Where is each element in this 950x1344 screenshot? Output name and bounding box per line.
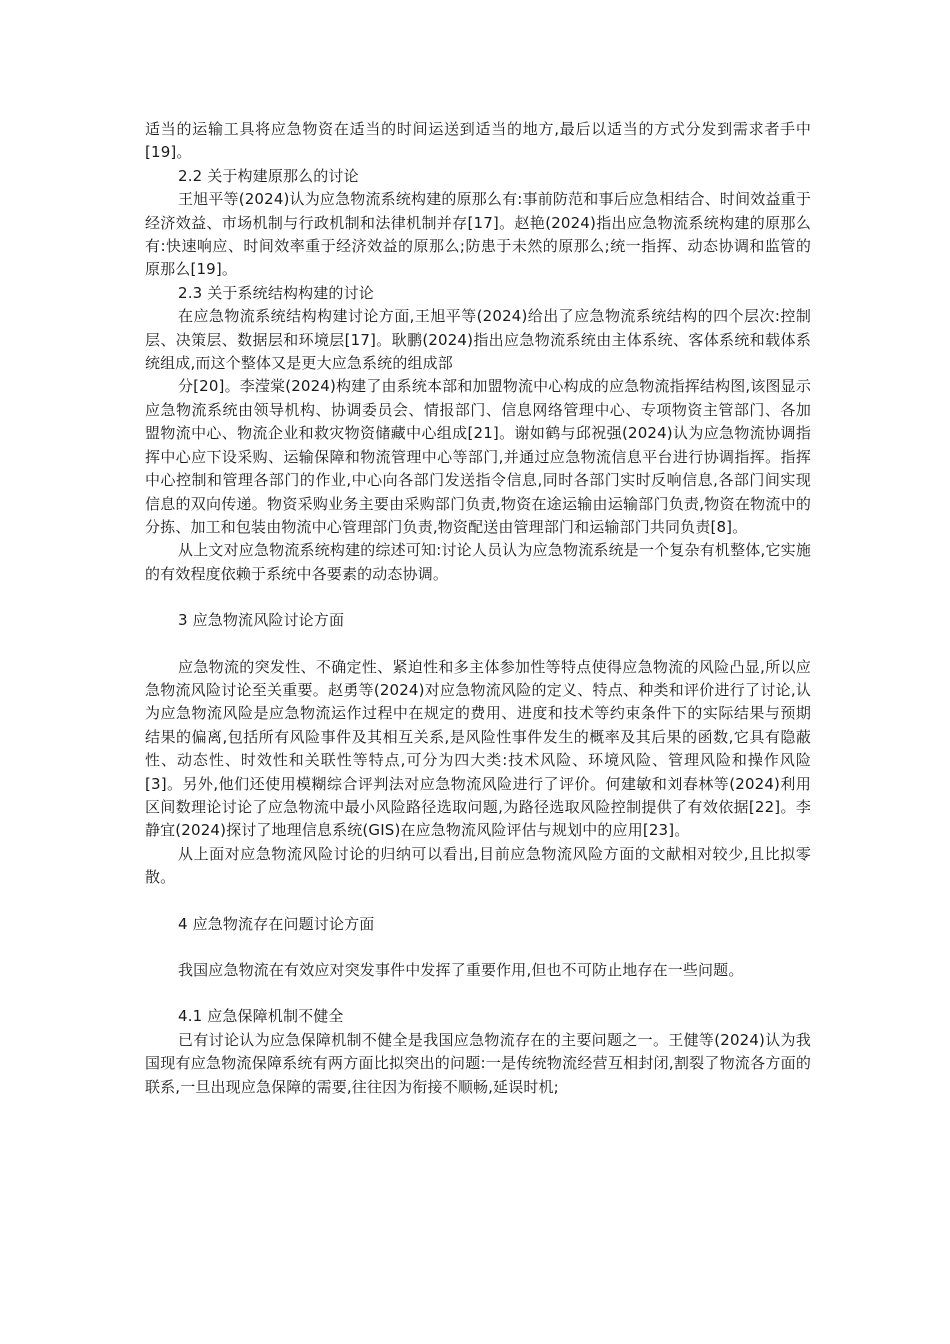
paragraph-risk-research: 应急物流的突发性、不确定性、紧迫性和多主体参加性等特点使得应急物流的风险凸显,所以应急物流风险讨论至关重要。赵勇等(2024)对应急物流风险的定义、特点、种类和评价进行了讨论,认为应急物流风险是应急物流运作过程中在规定的费用、进度和技术等约束条件下的实际结果与预期结果的偏离,包括所有风险事件及其相互关系,是风险性事件发生的概率及其后果的函数,它具有隐蔽性、动态性、时效性和关联性等特点,可分为四大类:技术风险、环境风险、管理风险和操作风险[3]。另外,他们还使用模糊综合评判法对应急物流风险进行了评价。何建敏和刘春林等(2024)利用区间数理论讨论了应急物流中最小风险路径选取问题,为路径选取风险控制提供了有效依据[22]。李静宜(2024)探讨了地理信息系统(GIS)在应急物流风险评估与规划中的应用[23]。 (145, 657, 811, 840)
section-2-3-heading: 2.3 关于系统结构构建的讨论 (178, 283, 374, 302)
paragraph-risk-summary: 从上面对应急物流风险讨论的归纳可以看出,目前应急物流风险方面的文献相对较少,且比拟零散。 (145, 844, 811, 887)
section-2-2-heading: 2.2 关于构建原那么的讨论 (178, 166, 359, 185)
document-page (145, 118, 811, 1099)
section-4-1-heading: 4.1 应急保障机制不健全 (178, 1007, 344, 1026)
paragraph-mechanism-problems: 已有讨论认为应急保障机制不健全是我国应急物流存在的主要问题之一。王健等(2024)认为我国现有应急物流保障系统有两方面比拟突出的问题:一是传统物流经营互相封闭,割裂了物流各方面的联系,一旦出现应急保障的需要,往往因为衔接不顺畅,延误时机; (145, 1030, 811, 1096)
paragraph-construction-principles: 王旭平等(2024)认为应急物流系统构建的原那么有:事前防范和事后应急相结合、时间效益重于经济效益、市场机制与行政机制和法律机制并存[17]。赵艳(2024)指出应急物流系统构建的原那么有:快速响应、时间效率重于经济效益的原那么;防患于未然的原那么;统一指挥、动态协调和监管的原那么[19]。 (145, 190, 811, 279)
section-4-heading: 4 应急物流存在问题讨论方面 (178, 914, 375, 933)
paragraph-problems-intro: 我国应急物流在有效应对突发事件中发挥了重要作用,但也不可防止地存在一些问题。 (178, 961, 744, 979)
paragraph-structure-detail: 分[20]。李滢棠(2024)构建了由系统本部和加盟物流中心构成的应急物流指挥结构图,该图显示应急物流系统由领导机构、协调委员会、情报部门、信息网络管理中心、专项物资主管部门、各加盟物流中心、物流企业和救灾物资储藏中心组成[21]。谢如鹤与邱祝强(2024)认为应急物流协调指挥中心应下设采购、运输保障和物流管理中心等部门,并通过应急物流信息平台进行协调指挥。指挥中心控制和管理各部门的作业,中心向各部门发送指令信息,同时各部门实时反响信息,各部门间实现信息的双向传递。物资采购业务主要由采购部门负责,物资在途运输由运输部门负责,物资在物流中的分拣、加工和包装由物流中心管理部门负责,物资配送由管理部门和运输部门共同负责[8]。 (145, 377, 811, 536)
section-3-heading: 3 应急物流风险讨论方面 (178, 611, 345, 630)
paragraph-intro-end: 适当的运输工具将应急物资在适当的时间运送到适当的地方,最后以适当的方式分发到需求者手中[19]。 (145, 120, 811, 162)
paragraph-structure-levels: 在应急物流系统结构构建讨论方面,王旭平等(2024)给出了应急物流系统结构的四个层次:控制层、决策层、数据层和环境层[17]。耿鹏(2024)指出应急物流系统由主体系统、客体系统和载体系统组成,而这个整体又是更大应急系统的组成部 (145, 307, 811, 373)
paragraph-structure-summary: 从上文对应急物流系统构建的综述可知:讨论人员认为应急物流系统是一个复杂有机整体,它实施的有效程度依赖于系统中各要素的动态协调。 (145, 541, 811, 583)
